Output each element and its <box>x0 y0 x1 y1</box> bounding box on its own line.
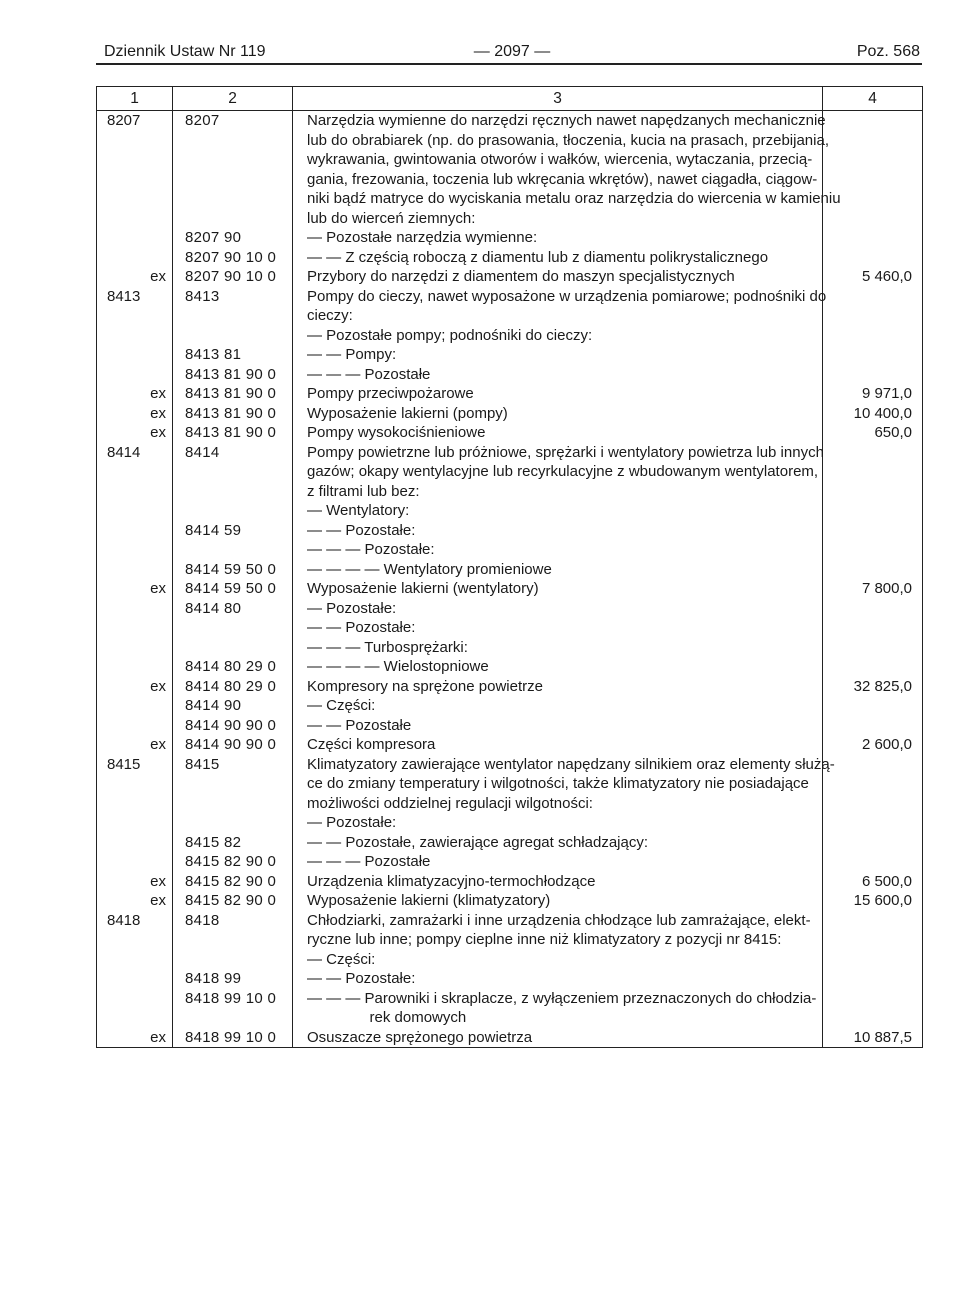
cn-code-line <box>173 540 292 560</box>
table-row <box>97 443 923 599</box>
cn-code-cell <box>173 696 293 755</box>
goods-description-line: — — — Turbosprężarki: <box>307 638 468 656</box>
heading-code-line: 8415 <box>107 755 141 773</box>
quota-value-line <box>823 560 922 580</box>
quota-value-line <box>823 482 922 502</box>
heading-code-line <box>97 716 172 736</box>
heading-code-line: ex <box>150 1028 166 1046</box>
goods-description-line: Przybory do narzędzi z diamentem do maszyn specjalistycznych <box>307 268 735 285</box>
quota-value-line <box>823 638 922 658</box>
table-body <box>97 111 923 1048</box>
quota-value-line <box>823 833 922 853</box>
quota-value-cell <box>823 287 923 404</box>
goods-description-cell <box>293 404 823 424</box>
cn-code-line: 8207 90 <box>185 229 242 246</box>
cn-code-line: 8413 81 90 0 <box>185 385 277 402</box>
cn-code-line: 8413 81 90 0 <box>185 404 277 422</box>
goods-description-line: — Pozostałe pompy; podnośniki do cieczy: <box>307 326 593 344</box>
cn-code-line: 8415 82 <box>185 833 242 851</box>
quota-value-line <box>823 365 922 385</box>
cn-code-line: 8413 81 <box>185 346 242 363</box>
goods-description-line: Urządzenia klimatyzacyjno-termochłodzące <box>307 872 596 890</box>
cn-code-line: 8418 99 10 0 <box>185 1028 277 1046</box>
quota-value-line <box>823 443 922 463</box>
quota-value-line <box>823 794 922 814</box>
quota-value-line <box>823 930 922 950</box>
goods-description-cell <box>293 755 835 892</box>
cn-code-line <box>173 150 292 170</box>
goods-description-line: Pompy do cieczy, nawet wyposażone w urządzenia pomiarowe; podnośniki do <box>307 287 827 305</box>
heading-code-line: ex <box>150 872 166 890</box>
quota-value-cell <box>823 696 923 755</box>
goods-description-line: możliwości oddzielnej regulacji wilgotności: <box>307 794 593 812</box>
cn-code-line <box>173 462 292 482</box>
heading-code-line: 8413 <box>107 287 141 305</box>
goods-description-line: ce do zmiany temperatury i wilgotności, także klimatyzatory nie posiadające <box>307 775 809 792</box>
quota-value-line <box>823 813 922 833</box>
cn-code-cell <box>173 911 293 1048</box>
goods-description-line: Pompy wysokociśnieniowe <box>307 424 486 441</box>
quota-value-line: 15 600,0 <box>853 892 912 909</box>
goods-description-cell <box>293 911 823 1048</box>
cn-code-line: 8414 90 <box>185 697 242 714</box>
cn-code-line: 8414 90 90 0 <box>185 716 277 734</box>
cn-code-line <box>173 638 292 658</box>
goods-description-line: — Pozostałe narzędzia wymienne: <box>307 229 538 246</box>
cn-code-cell <box>173 755 293 892</box>
cn-code-cell <box>173 423 293 443</box>
cn-code-line: 8414 59 50 0 <box>185 560 277 578</box>
page-number: — 2097 — <box>473 43 551 60</box>
quota-value-line: 2 600,0 <box>861 736 912 753</box>
heading-code-line: ex <box>150 580 166 597</box>
goods-description-line: — — — Parowniki i skraplacze, z wyłączeniem przeznaczonych do chłodzia- <box>307 989 817 1007</box>
goods-description-line: — — Z częścią roboczą z diamentu lub z diamentu polikrystalicznego <box>307 248 769 266</box>
table-row <box>97 111 923 287</box>
table-row <box>97 755 923 892</box>
heading-code-line: ex <box>150 424 166 441</box>
cn-code-line: 8413 <box>185 287 220 305</box>
goods-description-cell <box>293 111 841 287</box>
goods-description-line: — — — Pozostałe <box>307 853 431 870</box>
quota-value-line: 650,0 <box>874 424 912 441</box>
heading-code-cell <box>97 404 173 424</box>
goods-description-line: Części kompresora <box>307 736 436 753</box>
heading-code-cell <box>97 911 173 1048</box>
cn-code-line <box>173 813 292 833</box>
quota-value-line <box>823 170 922 190</box>
quota-value-line <box>823 989 922 1009</box>
heading-code-cell <box>97 443 173 599</box>
cn-code-cell <box>173 891 293 911</box>
goods-description-cell <box>293 599 823 697</box>
goods-description-line: Chłodziarki, zamrażarki i inne urządzenia chłodzące lub zamrażające, elekt- <box>307 911 811 929</box>
heading-code-line <box>97 150 172 170</box>
goods-description-line: — Pozostałe: <box>307 599 397 617</box>
goods-description-line: gania, frezowania, toczenia lub wkręcania wkrętów), nawet ciągadła, ciągow- <box>307 170 818 188</box>
goods-description-cell <box>293 287 827 404</box>
cn-code-line <box>173 930 292 950</box>
cn-code-line: 8414 80 29 0 <box>185 658 277 675</box>
cn-code-line <box>173 189 292 209</box>
heading-code-cell <box>97 111 173 287</box>
goods-description-cell <box>293 423 823 443</box>
quota-value-line <box>823 618 922 638</box>
cn-code-line: 8414 80 <box>185 599 242 617</box>
heading-code-line <box>97 969 172 989</box>
heading-code-line: 8207 <box>107 112 141 129</box>
cn-code-line: 8418 99 <box>185 970 242 987</box>
quota-value-cell <box>823 599 923 697</box>
heading-code-line <box>97 170 172 190</box>
goods-description-cell <box>293 891 823 911</box>
quota-value-line <box>823 540 922 560</box>
heading-code-line <box>97 326 172 346</box>
goods-description-line: Wyposażenie lakierni (wentylatory) <box>307 580 539 597</box>
heading-code-line <box>97 248 172 268</box>
table-row <box>97 287 923 404</box>
goods-description-line: — — Pozostałe <box>307 716 412 734</box>
quota-value-line <box>823 1008 922 1028</box>
goods-description-line: — — — — Wentylatory promieniowe <box>307 560 552 578</box>
goods-description-line: ryczne lub inne; pompy cieplne inne niż klimatyzatory z pozycji nr 8415: <box>307 931 782 948</box>
quota-value-line <box>823 716 922 736</box>
cn-code-line <box>173 306 292 326</box>
heading-code-line: 8414 <box>107 443 141 461</box>
goods-description-line: cieczy: <box>307 307 353 324</box>
goods-description-line: Wyposażenie lakierni (pompy) <box>307 404 508 422</box>
cn-code-cell <box>173 287 293 404</box>
heading-code-line <box>97 794 172 814</box>
heading-code-line: 8418 <box>107 911 141 929</box>
goods-description-line: z filtrami lub bez: <box>307 482 420 500</box>
heading-code-line <box>97 989 172 1009</box>
heading-code-line <box>97 618 172 638</box>
table-row <box>97 599 923 697</box>
goods-description-line: — — Pompy: <box>307 346 397 363</box>
quota-value-line <box>823 501 922 521</box>
goods-description-line: lub do wierceń ziemnych: <box>307 209 476 227</box>
table-row <box>97 911 923 1048</box>
quota-value-line <box>823 521 922 541</box>
goods-description-cell <box>293 443 823 599</box>
quota-value-line <box>823 755 922 775</box>
cn-code-line: 8414 90 90 0 <box>185 736 277 753</box>
quota-value-line: 10 400,0 <box>853 404 912 422</box>
heading-code-line <box>97 774 172 794</box>
heading-code-line <box>97 930 172 950</box>
goods-description-line: — Części: <box>307 950 376 968</box>
cn-code-line: 8413 81 90 0 <box>185 365 277 383</box>
cn-code-line: 8415 <box>185 755 220 773</box>
cn-code-line: 8415 82 90 0 <box>185 872 277 890</box>
heading-code-cell <box>97 696 173 755</box>
cn-code-line <box>173 1008 292 1028</box>
cn-code-line: 8415 82 90 0 <box>185 892 277 909</box>
goods-description-line: — — — — Wielostopniowe <box>307 658 489 675</box>
heading-code-line <box>97 521 172 541</box>
cn-code-line <box>173 209 292 229</box>
quota-value-cell <box>823 443 923 599</box>
goods-description-line: Narzędzia wymienne do narzędzi ręcznych nawet napędzanych mechanicznie <box>307 112 826 129</box>
cn-code-line: 8415 82 90 0 <box>185 853 277 870</box>
quota-value-line <box>823 209 922 229</box>
cn-code-line <box>173 774 292 794</box>
heading-code-line: ex <box>150 268 166 285</box>
quota-value-line: 5 460,0 <box>861 268 912 285</box>
heading-code-line <box>97 306 172 326</box>
heading-code-line <box>97 599 172 619</box>
quota-value-cell <box>823 911 923 1048</box>
heading-code-line <box>97 657 172 677</box>
goods-description-line: — Pozostałe: <box>307 814 397 831</box>
heading-code-line <box>97 540 172 560</box>
cn-code-line: 8418 99 10 0 <box>185 989 277 1007</box>
quota-value-cell <box>823 891 923 911</box>
quota-value-cell <box>823 755 923 892</box>
heading-code-line <box>97 462 172 482</box>
cn-code-line: 8414 <box>185 443 220 461</box>
heading-code-line <box>97 482 172 502</box>
quota-value-line: 6 500,0 <box>861 872 912 890</box>
table-header <box>97 87 923 111</box>
quota-value-line: 7 800,0 <box>861 580 912 597</box>
goods-description-line: — — — Pozostałe <box>307 365 431 383</box>
goods-description-line: Osuszacze sprężonego powietrza <box>307 1028 533 1046</box>
quota-value-line <box>823 326 922 346</box>
cn-code-cell <box>173 111 293 287</box>
cn-code-line <box>173 326 292 346</box>
goods-description-line: — — Pozostałe: <box>307 619 416 636</box>
column-header-3: 3 <box>293 87 823 111</box>
heading-code-cell <box>97 287 173 404</box>
quota-value-line <box>823 852 922 872</box>
quota-value-line: 32 825,0 <box>853 677 912 695</box>
cn-code-line: 8414 59 50 0 <box>185 580 277 597</box>
heading-code-line: ex <box>150 677 166 695</box>
heading-code-cell <box>97 755 173 892</box>
heading-code-line <box>97 365 172 385</box>
quota-value-line <box>823 111 922 131</box>
column-header-4: 4 <box>823 87 923 111</box>
quota-value-line <box>823 969 922 989</box>
cn-code-line: 8207 <box>185 112 220 129</box>
cn-code-line <box>173 170 292 190</box>
goods-description-cell <box>293 696 823 755</box>
quota-value-line: 10 887,5 <box>853 1028 912 1046</box>
quota-value-line <box>823 911 922 931</box>
goods-description-line: — — — Pozostałe: <box>307 541 435 558</box>
quota-value-line <box>823 657 922 677</box>
heading-code-line <box>97 189 172 209</box>
heading-code-line <box>97 813 172 833</box>
cn-code-cell <box>173 443 293 599</box>
heading-code-line <box>97 950 172 970</box>
heading-code-line <box>97 560 172 580</box>
heading-code-line <box>97 501 172 521</box>
quota-value-line <box>823 696 922 716</box>
position-number: Poz. 568 <box>856 43 920 60</box>
goods-description-line: — — Pozostałe: <box>307 970 416 987</box>
cn-code-cell <box>173 599 293 697</box>
table-row <box>97 891 923 911</box>
heading-code-line <box>97 131 172 151</box>
cn-code-cell <box>173 404 293 424</box>
quota-value-line <box>823 599 922 619</box>
heading-code-line <box>97 696 172 716</box>
goods-description-line: — — Pozostałe, zawierające agregat schładzający: <box>307 833 649 851</box>
tariff-table <box>96 86 923 1048</box>
heading-code-line: ex <box>150 736 166 753</box>
cn-code-line: 8207 90 10 0 <box>185 248 277 266</box>
cn-code-line: 8207 90 10 0 <box>185 268 277 285</box>
goods-description-line: Pompy przeciwpożarowe <box>307 385 474 402</box>
cn-code-line: 8413 81 90 0 <box>185 424 277 441</box>
heading-code-line <box>97 209 172 229</box>
cn-code-line <box>173 950 292 970</box>
cn-code-line <box>173 482 292 502</box>
heading-code-line: ex <box>150 385 166 402</box>
quota-value-line <box>823 345 922 365</box>
goods-description-line: wykrawania, gwintowania otworów i wałków, wiercenia, wytaczania, przecią- <box>307 151 813 168</box>
cn-code-line <box>173 618 292 638</box>
cn-code-line <box>173 501 292 521</box>
quota-value-line <box>823 462 922 482</box>
heading-code-line <box>97 852 172 872</box>
goods-description-line: — Wentylatory: <box>307 502 410 519</box>
column-header-1: 1 <box>97 87 173 111</box>
table-row <box>97 404 923 424</box>
quota-value-line <box>823 287 922 307</box>
goods-description-line: niki bądź matryce do wyciskania metalu oraz narzędzia do wiercenia w kamieniu <box>307 190 841 207</box>
quota-value-line <box>823 131 922 151</box>
header-rule <box>96 63 922 65</box>
quota-value-line <box>823 248 922 268</box>
quota-value-line: 9 971,0 <box>861 385 912 402</box>
table-row <box>97 423 923 443</box>
journal-title: Dziennik Ustaw Nr 119 <box>104 43 266 60</box>
quota-value-cell <box>823 423 923 443</box>
heading-code-line <box>97 833 172 853</box>
cn-code-line: 8414 59 <box>185 521 242 539</box>
heading-code-line <box>97 1008 172 1028</box>
quota-value-line <box>823 774 922 794</box>
goods-description-line: Klimatyzatory zawierające wentylator napędzany silnikiem oraz elementy służą- <box>307 755 835 773</box>
heading-code-cell <box>97 599 173 697</box>
heading-code-line: ex <box>150 892 166 909</box>
goods-description-line: — — Pozostałe: <box>307 521 416 539</box>
quota-value-line <box>823 228 922 248</box>
goods-description-line: Kompresory na sprężone powietrze <box>307 677 543 695</box>
heading-code-cell <box>97 891 173 911</box>
goods-description-line: lub do obrabiarek (np. do prasowania, tłoczenia, kucia na prasach, przebijania, <box>307 131 829 149</box>
quota-value-line <box>823 306 922 326</box>
heading-code-line: ex <box>150 404 166 422</box>
heading-code-cell <box>97 423 173 443</box>
goods-description-line: Pompy powietrzne lub próżniowe, sprężarki i wentylatory powietrza lub innych <box>307 443 824 461</box>
goods-description-line: gazów; okapy wentylacyjne lub recyrkulacyjne z wbudowanym wentylatorem, <box>307 463 819 480</box>
goods-description-line: — Części: <box>307 697 376 714</box>
page-header <box>104 42 920 64</box>
cn-code-line: 8418 <box>185 911 220 929</box>
quota-value-cell <box>823 404 923 424</box>
quota-value-line <box>823 150 922 170</box>
cn-code-line <box>173 131 292 151</box>
cn-code-line <box>173 794 292 814</box>
goods-description-line: Wyposażenie lakierni (klimatyzatory) <box>307 892 551 909</box>
heading-code-line <box>97 228 172 248</box>
goods-description-line: rek domowych <box>307 1009 467 1026</box>
column-header-2: 2 <box>173 87 293 111</box>
heading-code-line <box>97 345 172 365</box>
cn-code-line: 8414 80 29 0 <box>185 677 277 695</box>
heading-code-line <box>97 638 172 658</box>
quota-value-line <box>823 950 922 970</box>
table-row <box>97 696 923 755</box>
